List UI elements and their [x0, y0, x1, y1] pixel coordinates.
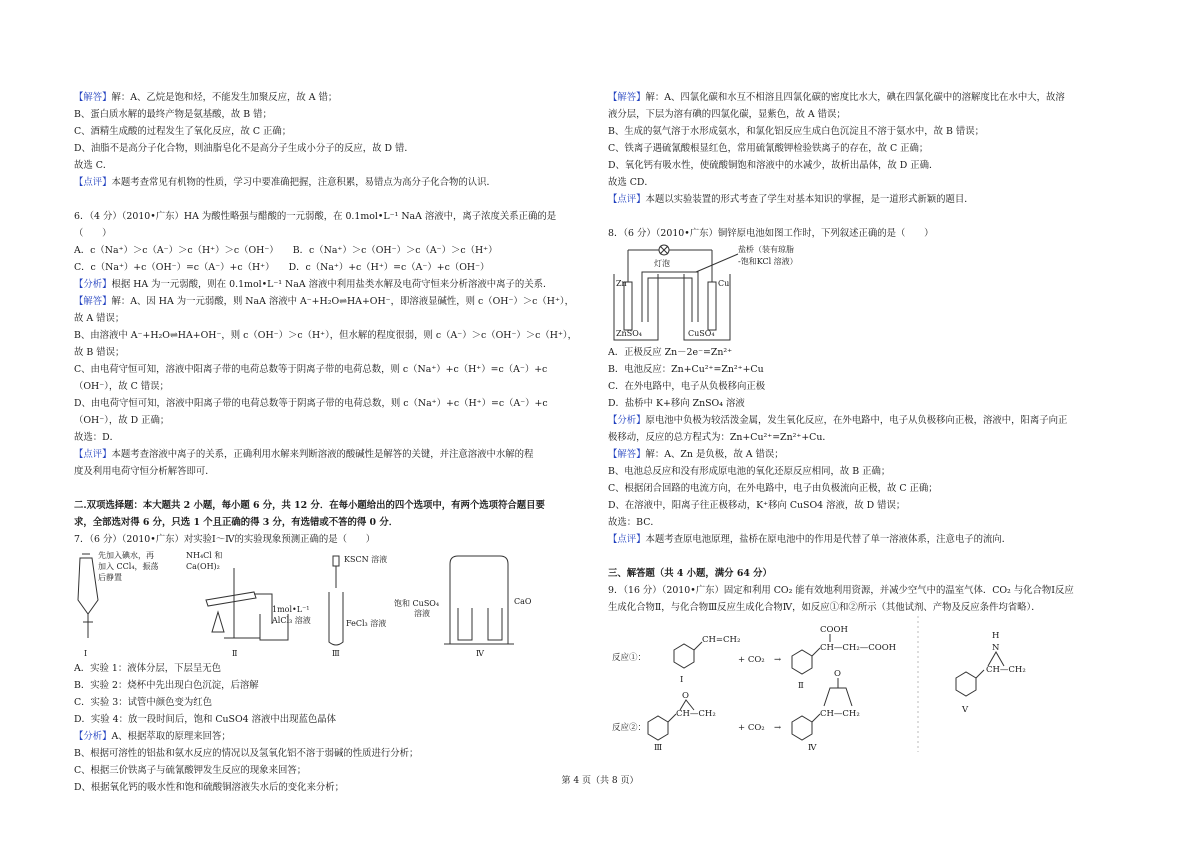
benzene-ring: [792, 650, 812, 674]
page-footer: 第 4 页（共 8 页）: [561, 776, 639, 786]
separatory-funnel: [78, 558, 98, 614]
q7-review: 【点评】本题以实验装置的形式考查了学生对基本知识的掌握，是一道形式新颖的题目．: [608, 194, 974, 205]
section2-heading: 二.双项选择题：本大题共 2 小题，每小题 6 分，共 12 分．在每小题给出的四个选项中，有两个选项符合题目要: [74, 500, 545, 511]
q7-answer-line: C、铁离子遇硫氰酸根显红色，常用硫氰酸钾检验铁离子的存在，故 C 正确；: [608, 143, 929, 154]
bond: [812, 648, 820, 656]
q6-stem: 6．（4 分）（2010•广东）HA 为酸性略强与醋酸的一元弱酸，在 0.1mol•L⁻¹ NaA 溶液中，离子浓度关系正确的是: [74, 211, 557, 222]
alcohol-lamp: [212, 612, 224, 632]
formula-text: H: [992, 631, 1000, 641]
compound-number: Ⅳ: [808, 743, 817, 752]
dropper-bulb: [333, 556, 339, 566]
q6-answer-line: B、由溶液中 A⁻+H₂O⇌HA+OH⁻，则 c（OH⁻）＞c（H⁺），但水解的程度很弱，则 c（A⁻）＞c（OH⁻）＞c（H⁺），: [74, 330, 577, 341]
test-tube: [206, 592, 256, 606]
q7-analysis: D、根据氧化钙的吸水性和饱和硫酸铜溶液失水后的变化来分析；: [74, 782, 345, 793]
q8-answer-line: C、根据闭合回路的电流方向，在外电路中，电子由负极流向正极，故 C 正确；: [608, 483, 938, 494]
q5-answer-line: D、油脂不是高分子化合物，则油脂皂化不是高分子生成小分子的反应，故 D 错．: [74, 143, 414, 154]
bridge-label: -饱和KCl 溶液）: [738, 257, 798, 266]
q5-answer-line: B、蛋白质水解的最终产物是氨基酸，故 B 错；: [74, 109, 272, 120]
salt-bridge: [642, 272, 698, 322]
section2-heading: 求，全部选对得 6 分，只选 1 个且正确的得 3 分，有选错或不答的得 0 分．: [74, 517, 399, 528]
q6-review: 度及利用电荷守恒分析解答即可．: [74, 466, 215, 477]
q8-review: 【点评】本题考查原电池原理，盐桥在原电池中的作用是代替了单一溶液体系，注意电子的流向．: [608, 534, 1012, 545]
q6-answer-line: 故选：D．: [74, 432, 120, 443]
cuso4-beaker: [458, 608, 472, 640]
cu-label: Cu: [718, 279, 730, 288]
delivery-tube: [254, 594, 272, 624]
q8-answer-line: 【解答】解：A、Zn 是负极，故 A 错误；: [608, 449, 784, 460]
q7-apparatus-svg: [74, 548, 592, 660]
formula-text: CH—CH₂: [676, 709, 716, 719]
aziridine-bond: [988, 652, 1004, 666]
q5-answer-line: 故选 C．: [74, 160, 113, 171]
benzene-ring: [956, 672, 976, 696]
q7-answer-line: 【解答】解：A、四氯化碳和水互不相溶且四氯化碳的密度比水大，碘在四氯化碳中的溶解度比在水中大，故溶: [608, 92, 1065, 103]
formula-text: CH—CH₂: [986, 665, 1026, 675]
q8-analysis: 【分析】原电池中负极为较活泼金属，发生氧化反应，在外电路中，电子从负极移向正极，溶液中，阳离子向正: [608, 415, 1068, 426]
formula-text: CH—CH₂—COOH: [820, 643, 897, 653]
fig-i-label: 加入 CCl₄，振荡: [98, 562, 159, 571]
compound-number: Ⅲ: [654, 743, 663, 752]
carbonate-ring: [824, 688, 852, 706]
q7-option: A．实验 1：液体分层，下层呈无色: [74, 663, 221, 674]
q8-answer-line: B、电池总反应和没有形成原电池的氧化还原反应相同，故 B 正确；: [608, 466, 891, 477]
fig-ii-label: AlCl₃ 溶液: [272, 616, 311, 625]
q7-answer-line: 故选 CD．: [608, 177, 654, 188]
bridge-pointer: [696, 254, 738, 272]
formula-text: COOH: [820, 625, 848, 635]
cao-beaker: [488, 608, 502, 640]
q8-option: B．电池反应：Zn+Cu²⁺=Zn²⁺+Cu: [608, 364, 764, 375]
fig-number: Ⅰ: [84, 649, 88, 658]
q7-answer-line: 液分层，下层为溶有碘的四氯化碳，显紫色，故 A 错误；: [608, 109, 846, 120]
q8-option: A．正极反应 Zn－2e⁻=Zn²⁺: [608, 347, 733, 358]
q9-stem: 生成化合物Ⅱ，与化合物Ⅲ反应生成化合物Ⅳ，如反应①和②所示（其他试剂、产物及反应条件均省略）．: [608, 602, 1041, 613]
q7-analysis: C、根据三价铁离子与硫氰酸钾发生反应的现象来回答；: [74, 765, 307, 776]
section3-heading: 三、解答题（共 4 小题，满分 64 分）: [608, 568, 772, 579]
q9-reaction-figure: [608, 616, 1130, 752]
q6-answer-line: （OH⁻），故 C 错误；: [74, 381, 169, 392]
solution-label: ZnSO₄: [616, 329, 642, 338]
q8-stem: 8．（6 分）（2010•广东）铜锌原电池如图工作时，下列叙述正确的是（ ）: [608, 228, 934, 239]
lamp-label: 灯泡: [654, 259, 670, 268]
bridge-label: 盐桥（装有琼脂: [738, 245, 794, 254]
formula-text: + CO₂: [738, 723, 765, 733]
q7-analysis: B、根据可溶性的铝盐和氨水反应的情况以及氢氧化铝不溶于弱碱的性质进行分析；: [74, 748, 419, 759]
q8-option: C．在外电路中，电子从负极移向正极: [608, 381, 766, 392]
compound-number: Ⅱ: [798, 681, 804, 691]
test-tube-iii: [329, 592, 343, 645]
fig-iv-label: 饱和 CuSO₄: [394, 599, 440, 608]
q6-answer-line: D、由电荷守恒可知，溶液中阳离子带的电荷总数等于阴离子带的电荷总数，则 c（Na⁺）+c（H⁺）=c（A⁻）+c: [74, 398, 548, 409]
q7-option: D．实验 4：放一段时间后，饱和 CuSO4 溶液中出现蓝色晶体: [74, 714, 336, 725]
solution-label: CuSO₄: [688, 329, 715, 338]
left-column: [74, 89, 592, 796]
q8-option: D．盐桥中 K+移向 ZnSO₄ 溶液: [608, 398, 745, 409]
bell-jar: [450, 556, 508, 644]
zn-electrode: [624, 282, 632, 330]
fig-ii-label: 1mol•L⁻¹: [272, 605, 310, 614]
q6-answer-line: C、由电荷守恒可知，溶液中阳离子带的电荷总数等于阴离子带的电荷总数，则 c（Na⁺）+c（H⁺）=c（A⁻）+c: [74, 364, 548, 375]
q6-answer-line: 故 B 错误；: [74, 347, 125, 358]
fig-iv-label: 溶液: [414, 609, 430, 618]
cu-electrode: [708, 282, 716, 330]
bond: [976, 670, 984, 678]
reaction-arrow: →: [774, 655, 782, 665]
fig-number: Ⅱ: [232, 649, 238, 658]
q7-answer-line: D、氧化钙有吸水性，使硫酸铜饱和溶液中的水减少，故析出晶体，故 D 正确．: [608, 160, 939, 171]
reaction-arrow: →: [774, 723, 782, 733]
reaction1-label: 反应①：: [612, 653, 647, 663]
q8-answer-line: 故选：BC．: [608, 517, 660, 528]
q8-cell-figure: [608, 242, 1130, 344]
q6-answer-line: 【解答】解：A、因 HA 为一元弱酸，则 NaA 溶液中 A⁻+H₂O⇌HA+OH⁻，即溶液显碱性，则 c（OH⁻）＞c（H⁺），: [74, 296, 574, 307]
q6-paren: （ ）: [74, 228, 112, 239]
q7-apparatus-figure: [74, 548, 592, 660]
compound-number: Ⅰ: [680, 675, 684, 685]
q6-review: 【点评】本题考查溶液中离子的关系，正确利用水解来判断溶液的酸碱性是解答的关键，并注意溶液中水解的程: [74, 449, 534, 460]
q7-answer-line: B、生成的氨气溶于水形成氨水，和氯化铝反应生成白色沉淀且不溶于氨水中，故 B 错误；: [608, 126, 984, 137]
reaction2-label: 反应②：: [612, 723, 647, 733]
q8-cell-svg: [608, 242, 908, 344]
benzene-ring: [674, 644, 694, 668]
q5-answer-line: 【解答】解：A、乙烷是饱和烃，不能发生加聚反应，故 A 错；: [74, 92, 338, 103]
bond: [694, 642, 702, 650]
q5-review: 【点评】本题考查常见有机物的性质，学习中要准确把握，注意积累，易错点为高分子化合物的认识．: [74, 177, 496, 188]
bond: [812, 714, 820, 722]
q6-answer-line: 故 A 错误；: [74, 313, 125, 324]
q7-option: B．实验 2：烧杯中先出现白色沉淀，后溶解: [74, 680, 259, 691]
zn-label: Zn: [616, 279, 627, 288]
q9-stem: 9．（16 分）（2010•广东）固定和利用 CO₂ 能有效地利用资源，并减少空气中的温室气体．CO₂ 与化合物Ⅰ反应: [608, 585, 1074, 596]
formula-text: CH=CH₂: [702, 635, 741, 645]
fig-i-label: 先加入碘水，再: [98, 551, 154, 560]
q6-options-cd: C．c（Na⁺）+c（OH⁻）=c（A⁻）+c（H⁺） D．c（Na⁺）+c（H⁺）=c（A⁻）+c（OH⁻）: [74, 262, 490, 273]
benzene-ring: [792, 716, 812, 740]
fig-ii-label: Ca(OH)₂: [186, 562, 220, 571]
q5-answer-line: C、酒精生成酸的过程发生了氧化反应，故 C 正确；: [74, 126, 292, 137]
bond: [668, 714, 676, 722]
q8-analysis: 极移动，反应的总方程式为：Zn+Cu²⁺=Zn²⁺+Cu．: [608, 432, 832, 443]
q7-stem: 7．（6 分）（2010•广东）对实验Ⅰ～Ⅳ的实验现象预测正确的是（ ）: [74, 534, 376, 545]
q7-analysis: 【分析】A、根据萃取的原理来回答；: [74, 731, 231, 742]
fig-iii-label: FeCl₃ 溶液: [346, 619, 387, 628]
q8-answer-line: D、在溶液中，阳离子往正极移动，K⁺移向 CuSO4 溶液，故 D 错误；: [608, 500, 906, 511]
compound-number: Ⅴ: [962, 705, 969, 715]
formula-text: N: [992, 643, 1000, 653]
formula-text: CH—CH₂: [820, 709, 860, 719]
benzene-ring: [648, 716, 668, 740]
q9-reaction-svg: [608, 616, 1130, 752]
fig-number: Ⅳ: [476, 649, 484, 658]
q6-options-ab: A．c（Na⁺）＞c（A⁻）＞c（H⁺）＞c（OH⁻） B．c（Na⁺）＞c（OH⁻）＞c（A⁻）＞c（H⁺）: [74, 245, 498, 256]
fig-number: Ⅲ: [332, 649, 340, 658]
fig-iii-label: KSCN 溶液: [344, 555, 388, 564]
formula-text: O: [834, 669, 841, 679]
formula-text: O: [682, 691, 689, 701]
fig-ii-label: NH₄Cl 和: [186, 551, 223, 560]
q6-answer-line: （OH⁻），故 D 正确；: [74, 415, 170, 426]
fig-i-label: 后静置: [98, 573, 122, 582]
q6-analysis: 【分析】根据 HA 为一元弱酸，则在 0.1mol•L⁻¹ NaA 溶液中利用盐类水解及电荷守恒来分析溶液中离子的关系．: [74, 279, 553, 290]
right-column: [608, 89, 1130, 752]
formula-text: + CO₂: [738, 655, 765, 665]
q7-option: C．实验 3：试管中颜色变为红色: [74, 697, 212, 708]
fig-iv-label: CaO: [514, 597, 532, 606]
